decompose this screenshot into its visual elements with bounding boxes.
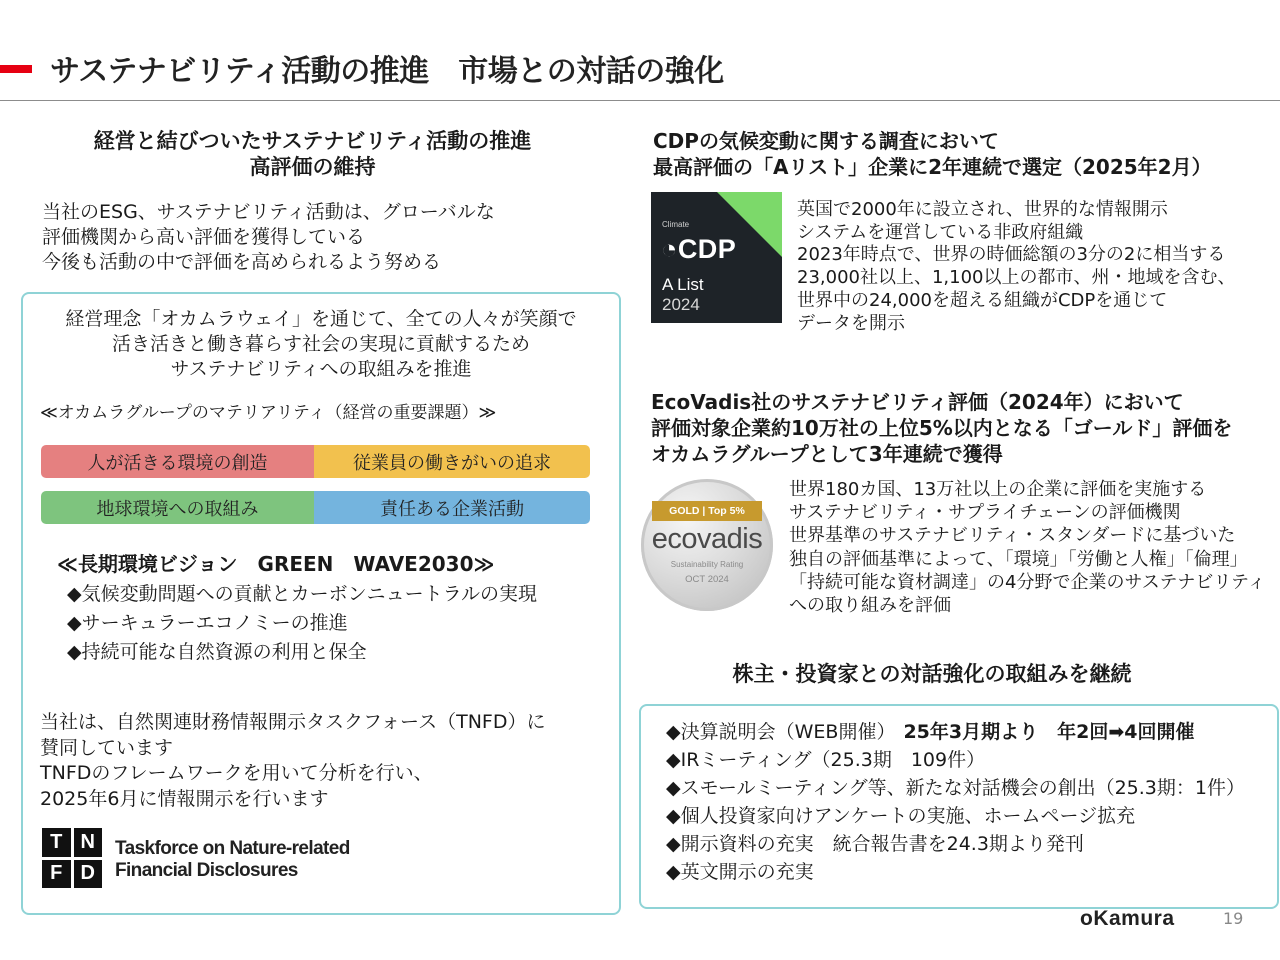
ir-item: ◆個人投資家向けアンケートの実施、ホームページ拡充 — [666, 805, 1136, 827]
left-heading — [0, 128, 625, 180]
cdp-description-line: データを開示 — [797, 312, 905, 334]
ir-heading: 株主・投資家との対話強化の取組みを継続 — [732, 662, 1132, 686]
medal-rating-label: Sustainability Rating — [670, 560, 744, 569]
tnfd-name-line1: Taskforce on Nature-related — [115, 838, 350, 859]
tnfd-line: TNFDのフレームワークを用いて分析を行い、 — [40, 762, 433, 784]
cdp-description-line: システムを運営している非政府組織 — [797, 221, 1084, 243]
ir-item-earnings-prefix: ◆決算説明会（WEB開催） — [666, 721, 896, 743]
left-intro — [42, 200, 495, 275]
cdp-description-line: 23,000社以上、1,100以上の都市、州・地域を含む、 — [797, 267, 1236, 289]
medal-ecovadis-name: ecovadis — [651, 523, 763, 555]
philosophy-line: 活き活きと働き暮らす社会の実現に貢献するため — [111, 333, 530, 355]
ir-item: ◆スモールミーティング等、新たな対話機会の創出（25.3期：1件） — [666, 777, 1245, 799]
tnfd-letter-f: F — [42, 860, 71, 889]
materiality-pill-employee-engagement: 従業員の働きがいの追求 — [314, 445, 590, 478]
medal-date: OCT 2024 — [685, 574, 729, 585]
ecovadis-heading-line3: オカムラグループとして3年連続で獲得 — [651, 442, 1003, 466]
tnfd-letter-n: N — [74, 828, 103, 857]
tnfd-letter-t: T — [42, 828, 71, 857]
okamura-logo: oKamura — [1080, 907, 1175, 930]
ecovadis-heading-line2: 評価対象企業約10万社の上位5%以内となる「ゴールド」評価を — [651, 416, 1233, 440]
tnfd-line: 当社は、自然関連財務情報開示タスクフォース（TNFD）に — [40, 711, 546, 733]
cdp-badge-climate: Climate — [662, 220, 690, 229]
ecovadis-gold-medal — [641, 479, 773, 611]
left-intro-line: 当社のESG、サステナビリティ活動は、グローバルな — [42, 201, 495, 223]
philosophy-line: サステナビリティへの取組みを推進 — [170, 358, 472, 380]
ecovadis-description-line: 世界180カ国、13万社以上の企業に評価を実施する — [789, 479, 1207, 500]
ecovadis-description-line: 独自の評価基準によって、「環境」「労働と人権」「倫理」 — [789, 548, 1248, 570]
cdp-badge-year: 2024 — [662, 295, 700, 314]
left-intro-line: 今後も活動の中で評価を高められるよう努める — [42, 251, 442, 273]
page-number: 19 — [1223, 909, 1244, 928]
cdp-description — [797, 199, 1236, 335]
ecovadis-description-line: サステナビリティ・サプライチェーンの評価機関 — [789, 502, 1181, 524]
cdp-heading — [653, 128, 1212, 180]
tnfd-letter-d: D — [74, 860, 103, 889]
tnfd-logo-name — [115, 838, 350, 882]
left-heading-line1: 経営と結びついたサステナビリティ活動の推進 — [93, 129, 532, 153]
page-title: サステナビリティ活動の推進 市場との対話の強化 — [50, 54, 724, 89]
philosophy-line: 経営理念「オカムラウェイ」を通じて、全ての人々が笑顔で — [65, 308, 577, 330]
materiality-pill-environment-creation: 人が活きる環境の創造 — [41, 445, 314, 478]
ecovadis-description — [789, 478, 1266, 617]
title-divider — [0, 100, 1280, 101]
cdp-description-line: 英国で2000年に設立され、世界的な情報開示 — [797, 199, 1168, 220]
ir-item-earnings-briefing — [666, 718, 1245, 746]
medal-gold-band: GOLD | Top 5% — [652, 501, 762, 521]
philosophy-text — [21, 307, 621, 382]
vision-item: ◆気候変動問題への貢献とカーボンニュートラルの実現 — [67, 583, 538, 605]
cdp-heading-line2: 最高評価の「Aリスト」企業に2年連続で選定（2025年2月） — [653, 155, 1212, 179]
cdp-heading-line1: CDPの気候変動に関する調査において — [653, 129, 999, 153]
cdp-badge-list: A List — [662, 275, 704, 294]
tnfd-logo-mark — [42, 828, 102, 888]
title-accent-bar — [0, 65, 32, 73]
tnfd-line: 2025年6月に情報開示を行います — [40, 787, 329, 810]
ir-item: ◆IRミーティング（25.3期 109件） — [666, 749, 986, 771]
cdp-description-line: 世界中の24,000を超える組織がCDPを通じて — [797, 289, 1168, 311]
ir-item-earnings-highlight: 25年3月期より 年2回➡4回開催 — [903, 721, 1195, 743]
ecovadis-heading-line1: EcoVadis社のサステナビリティ評価（2024年）において — [651, 390, 1184, 414]
vision-item: ◆サーキュラーエコノミーの推進 — [67, 612, 348, 634]
ir-item: ◆開示資料の充実 統合報告書を24.3期より発刊 — [666, 833, 1084, 855]
cdp-a-list-badge — [651, 192, 782, 323]
tnfd-name-line2: Financial Disclosures — [115, 860, 298, 881]
cdp-logo-icon: ◔ — [661, 234, 678, 264]
vision-item: ◆持続可能な自然資源の利用と保全 — [67, 641, 367, 663]
materiality-pill-responsible-business: 責任ある企業活動 — [314, 491, 590, 524]
vision-title: ≪長期環境ビジョン GREEN WAVE2030≫ — [57, 552, 495, 576]
materiality-title: ≪オカムラグループのマテリアリティ（経営の重要課題）≫ — [40, 403, 497, 423]
ecovadis-description-line: への取り組みを評価 — [789, 595, 951, 617]
left-heading-line2: 高評価の維持 — [249, 155, 376, 179]
tnfd-statement — [40, 710, 545, 812]
left-intro-line: 評価機関から高い評価を獲得している — [42, 226, 366, 248]
materiality-pill-global-environment: 地球環境への取組み — [41, 491, 314, 524]
cdp-description-line: 2023年時点で、世界の時価総額の3分の2に相当する — [797, 244, 1226, 266]
cdp-logo — [661, 234, 736, 265]
cdp-logo-text: CDP — [677, 234, 737, 264]
tnfd-line: 賛同しています — [40, 736, 174, 759]
ecovadis-heading — [651, 389, 1232, 467]
ecovadis-description-line: 世界基準のサステナビリティ・スタンダードに基づいた — [789, 525, 1236, 547]
ecovadis-description-line: 「持続可能な資材調達」の4分野で企業のサステナビリティ — [789, 571, 1266, 593]
ir-list — [666, 718, 1245, 886]
vision-list — [67, 580, 537, 667]
ir-item: ◆英文開示の充実 — [666, 861, 814, 883]
